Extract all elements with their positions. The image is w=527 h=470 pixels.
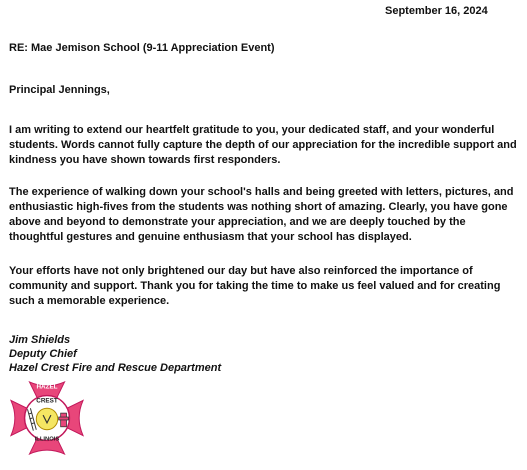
paragraph-gratitude: I am writing to extend our heartfelt gratitude to you, your dedicated staff, and your wonderful students. Words cannot fully capture the depth of our appreciation for the incredible support and kindness you have shown towards first responders.	[9, 124, 517, 166]
signature-organization: Hazel Crest Fire and Rescue Department	[9, 362, 222, 374]
signature-block	[9, 333, 221, 375]
paragraph-closing: Your efforts have not only brightened our day but have also reinforced the importance of community and support. Thank you for taking the time to make us feel valued and for creating such a memorable experience.	[9, 265, 501, 307]
salutation: Principal Jennings,	[9, 84, 110, 96]
signature-name: Jim Shields	[9, 334, 71, 346]
signature-title: Deputy Chief	[9, 348, 77, 360]
letter-date: September 16, 2024	[385, 5, 488, 17]
seal-bottom-text: ILLINOIS	[34, 436, 60, 443]
subject-line: RE: Mae Jemison School (9-11 Appreciation Event)	[9, 42, 275, 54]
fire-department-seal-logo	[8, 378, 86, 458]
seal-center-shield	[36, 408, 57, 429]
paragraph-experience: The experience of walking down your school's halls and being greeted with letters, pictures, and enthusiastic high-fives from the students was nothing short of amazing. Clearly, you have gone above and beyond to demonstrate your appreciation, and we are deeply touched by the thoughtful gestures and genuine enthusiasm that your school has displayed.	[9, 186, 514, 243]
seal-top-text-line2: CREST	[36, 397, 58, 405]
seal-top-text-line1: HAZEL	[36, 383, 58, 391]
